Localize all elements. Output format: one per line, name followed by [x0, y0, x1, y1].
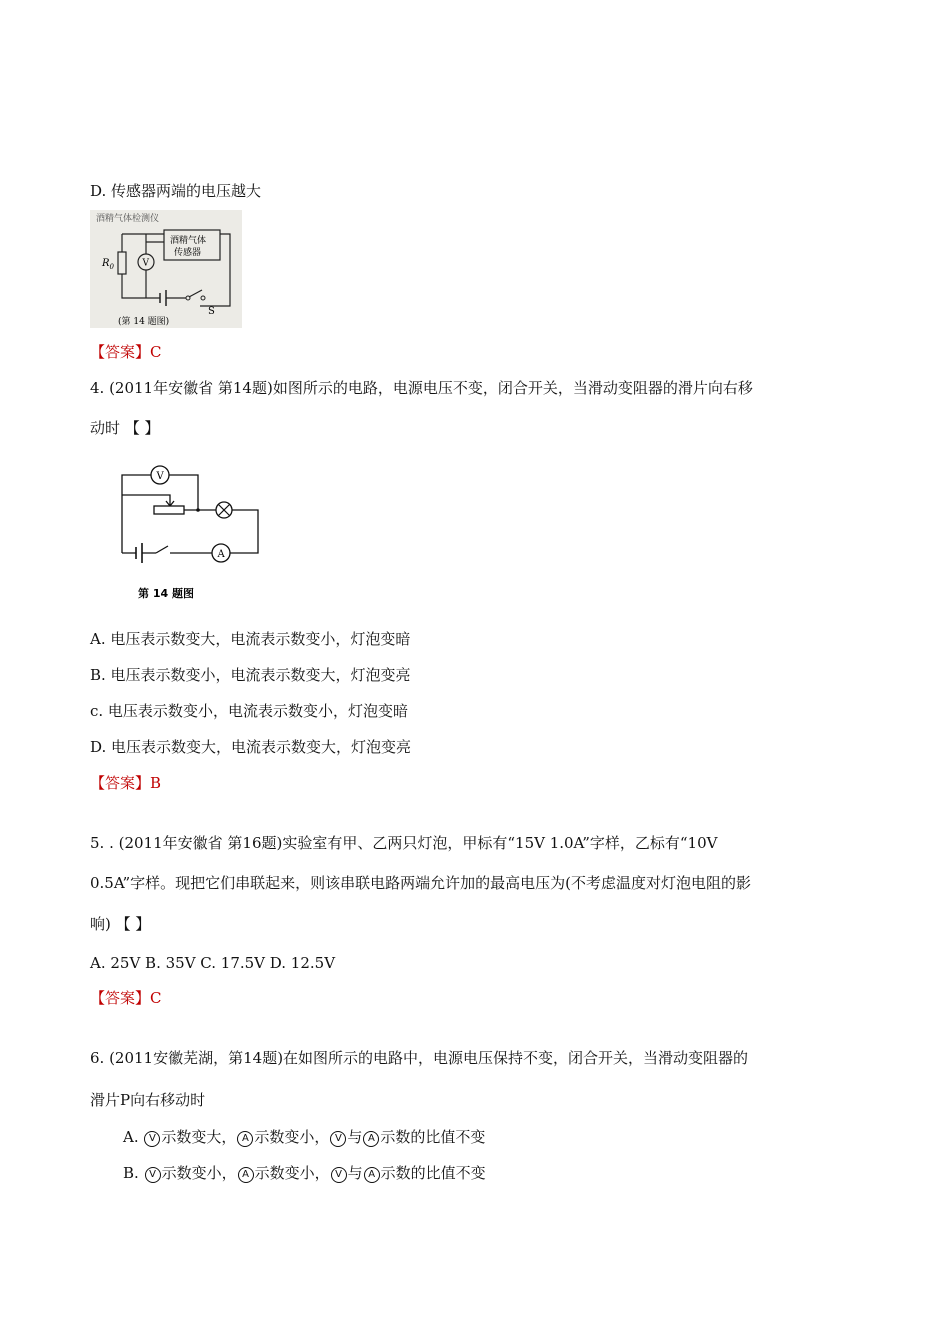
q6-option-a-label: A. — [123, 1128, 144, 1146]
q6-stem-line2: 滑片P向右移动时 — [90, 1091, 206, 1109]
q4-ammeter-label: A — [217, 549, 225, 560]
q4-stem-line1: 4. (2011年安徽省 第14题)如图所示的电路，电源电压不变，闭合开关，当滑动变阻器的滑片向右移 — [90, 379, 753, 397]
q6-option-a-text1: 示数变大， — [161, 1128, 237, 1146]
q3-fig-top-text: 酒精气体检测仪 — [96, 214, 160, 224]
voltmeter-symbol-icon: V — [330, 1131, 346, 1147]
q4-option-d: D. 电压表示数变大，电流表示数变大，灯泡变亮 — [90, 738, 412, 756]
q3-switch-label: S — [208, 306, 215, 317]
q4-wire-right — [230, 510, 258, 553]
q4-switch — [156, 546, 168, 553]
q6-option-b-text4: 示数的比值不变 — [380, 1164, 486, 1182]
q6-option-a-text4: 示数的比值不变 — [380, 1128, 486, 1146]
q4-voltmeter-label: V — [156, 471, 164, 482]
ammeter-symbol-icon: A — [363, 1131, 379, 1147]
q6-option-b — [123, 1163, 486, 1183]
q6-option-b-text1: 示数变小， — [161, 1164, 237, 1182]
q6-option-b-label: B. — [123, 1164, 144, 1182]
ammeter-symbol-icon: A — [364, 1167, 380, 1183]
ammeter-symbol-icon: A — [237, 1131, 253, 1147]
voltmeter-symbol-icon: V — [331, 1167, 347, 1183]
ammeter-symbol-icon: A — [238, 1167, 254, 1183]
q6-option-b-text3: 与 — [347, 1164, 363, 1182]
q3-battery — [160, 290, 166, 306]
q6-option-a — [123, 1127, 485, 1147]
q3-sensor-label-1: 酒精气体 — [170, 236, 207, 246]
q3-sensor-label-2: 传感器 — [174, 248, 202, 258]
q3-fig-caption: (第 14 题图) — [118, 317, 170, 327]
q3-circuit-figure — [90, 210, 242, 328]
q6-option-a-text3: 与 — [347, 1128, 363, 1146]
q6-stem-line1: 6. (2011安徽芜湖，第14题)在如图所示的电路中，电源电压保持不变，闭合开关，当滑动变阻器的 — [90, 1049, 749, 1067]
q4-option-c: c. 电压表示数变小，电流表示数变小，灯泡变暗 — [90, 702, 408, 720]
q4-battery — [136, 543, 142, 563]
q4-rheostat — [154, 506, 184, 514]
q5-stem-line2: 0.5A”字样。现把它们串联起来，则该串联电路两端允许加的最高电压为(不考虑温度对灯泡电阻的影 — [90, 874, 752, 892]
q4-fig-caption: 第 14 题图 — [138, 587, 194, 600]
voltmeter-symbol-icon: V — [144, 1131, 160, 1147]
q3-answer: 【答案】C — [90, 343, 162, 361]
voltmeter-symbol-icon: V — [145, 1167, 161, 1183]
q4-circuit-figure — [110, 455, 270, 605]
q4-option-a: A. 电压表示数变大，电流表示数变小，灯泡变暗 — [90, 630, 411, 648]
q5-options: A. 25V B. 35V C. 17.5V D. 12.5V — [90, 954, 336, 972]
q5-stem-line1: 5. . (2011年安徽省 第16题)实验室有甲、乙两只灯泡，甲标有“15V 1.0A”字样，乙标有“10V — [90, 834, 718, 852]
q5-answer: 【答案】C — [90, 989, 162, 1007]
q3-r0-resistor — [118, 252, 126, 274]
q4-answer: 【答案】B — [90, 774, 162, 792]
q4-junction-dot — [196, 508, 200, 512]
q3-switch-contact — [201, 296, 205, 300]
q3-option-d: D. 传感器两端的电压越大 — [90, 182, 262, 200]
q3-voltmeter-label: V — [142, 258, 149, 269]
q6-option-b-text2: 示数变小， — [254, 1164, 330, 1182]
q5-stem-line3: 响) 【 】 — [90, 915, 151, 933]
q6-option-a-text2: 示数变小， — [254, 1128, 330, 1146]
q3-r0-label: $R_0$ — [102, 258, 114, 271]
q4-stem-line2: 动时 【 】 — [90, 419, 160, 437]
q4-slider-wire — [122, 495, 170, 505]
q4-option-b: B. 电压表示数变小，电流表示数变大，灯泡变亮 — [90, 666, 411, 684]
q3-switch-blade — [189, 290, 202, 297]
